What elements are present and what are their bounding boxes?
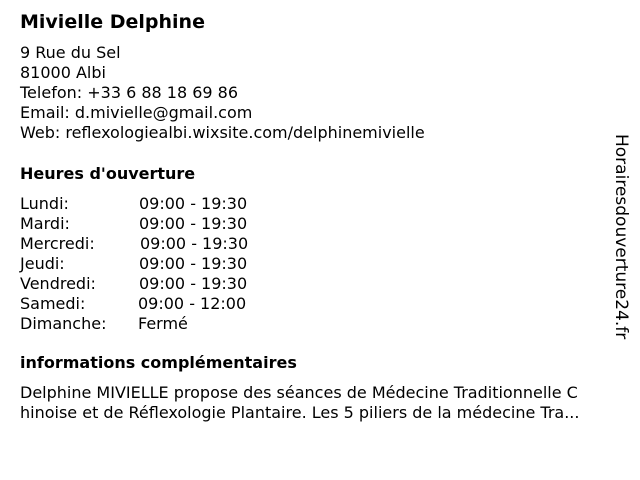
time-range: 09:00 - 19:30 bbox=[140, 234, 249, 253]
time-range: 09:00 - 19:30 bbox=[139, 194, 248, 213]
day-label: Lundi: bbox=[20, 194, 69, 213]
day-label: Samedi: bbox=[20, 294, 86, 313]
day-label: Jeudi: bbox=[20, 254, 65, 273]
additional-info-text bbox=[20, 383, 632, 423]
time-range: 09:00 - 19:30 bbox=[139, 254, 248, 273]
day-label: Dimanche: bbox=[20, 314, 107, 333]
day-label: Mercredi: bbox=[20, 234, 95, 253]
email-line: Email: d.mivielle@gmail.com bbox=[20, 103, 253, 122]
time-range: 09:00 - 19:30 bbox=[139, 274, 248, 293]
time-range: 09:00 - 12:00 bbox=[138, 294, 247, 313]
site-watermark: Horairesdouverture24.fr bbox=[611, 134, 631, 340]
time-range: Fermé bbox=[138, 314, 188, 333]
info-line: hinoise et de Réflexologie Plantaire. Les 5 piliers de la médecine Tra... bbox=[20, 403, 580, 422]
day-label: Vendredi: bbox=[20, 274, 96, 293]
address-street: 9 Rue du Sel bbox=[20, 43, 121, 62]
address-city: 81000 Albi bbox=[20, 63, 106, 82]
opening-hours-heading: Heures d'ouverture bbox=[20, 164, 196, 183]
web-line: Web: reflexologiealbi.wixsite.com/delphinemivielle bbox=[20, 123, 425, 142]
time-range: 09:00 - 19:30 bbox=[139, 214, 248, 233]
additional-info-heading: informations complémentaires bbox=[20, 353, 297, 372]
info-line: Delphine MIVIELLE propose des séances de Médecine Traditionnelle C bbox=[20, 383, 578, 402]
day-label: Mardi: bbox=[20, 214, 70, 233]
business-name: Mivielle Delphine bbox=[20, 11, 205, 33]
contact-block bbox=[20, 43, 425, 143]
phone-line: Telefon: +33 6 88 18 69 86 bbox=[20, 83, 239, 102]
